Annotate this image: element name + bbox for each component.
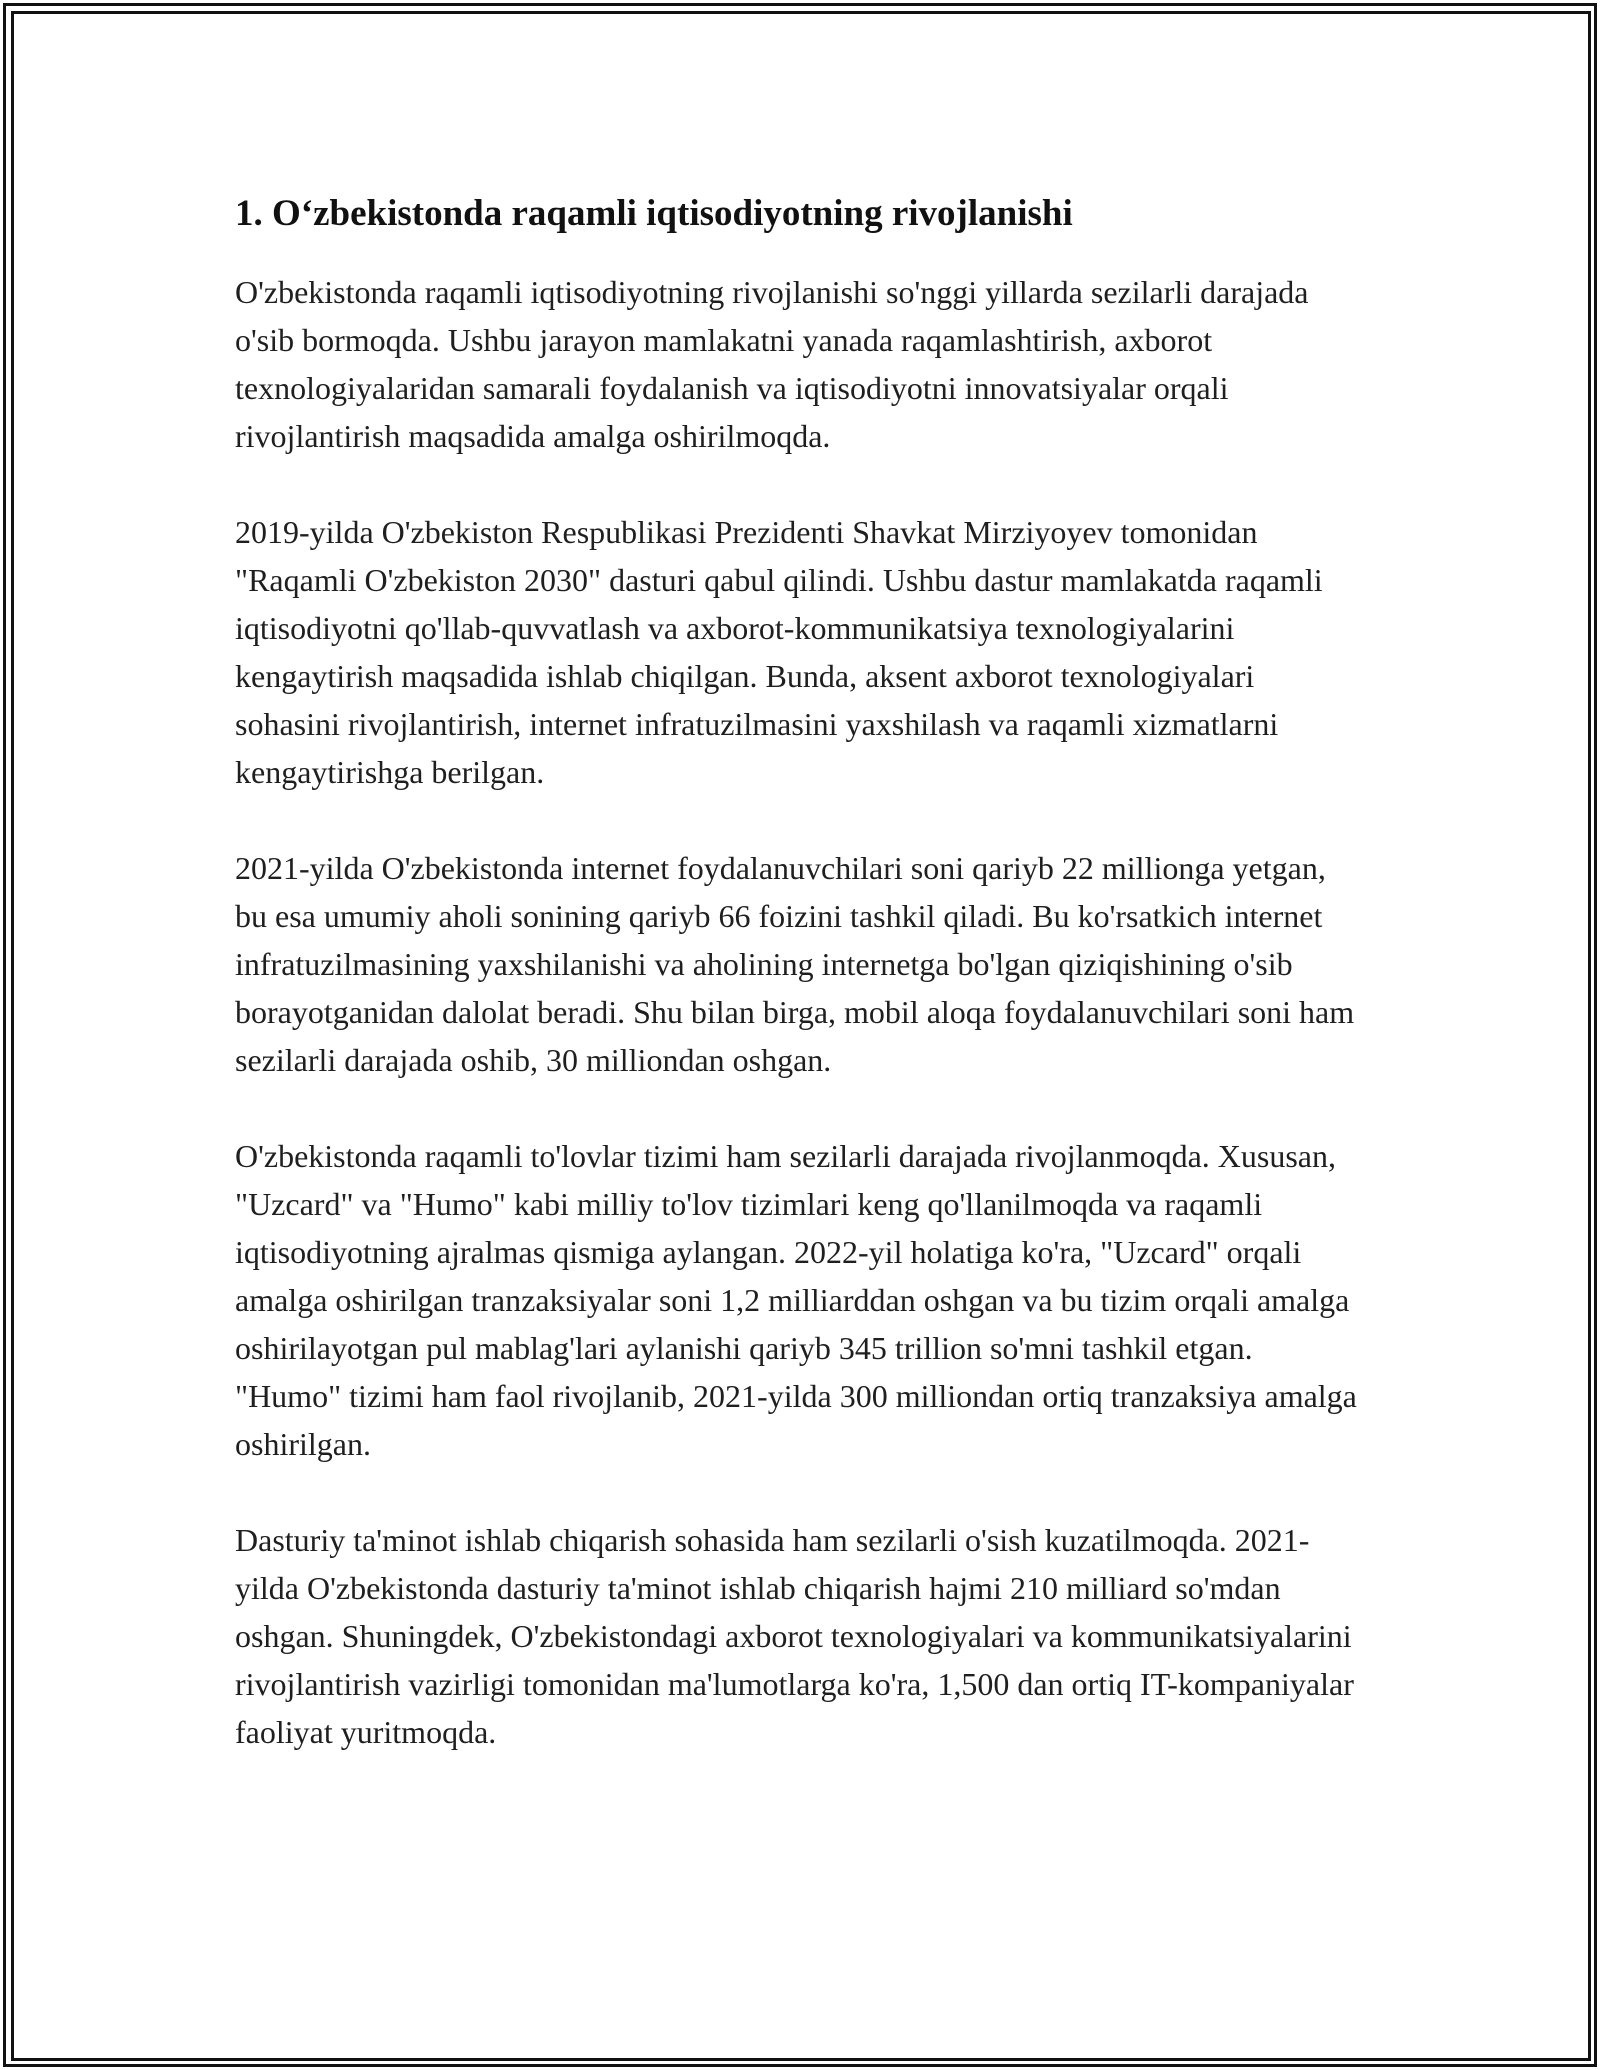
document-body (235, 190, 1365, 1756)
section-heading: 1. Oʻzbekistonda raqamli iqtisodiyotning rivojlanishi (235, 193, 1073, 234)
paragraph-software-production: Dasturiy ta'minot ishlab chiqarish sohasida ham sezilarli o'sish kuzatilmoqda. 2021-yilda O'zbekistonda dasturiy ta'minot ishlab chiqarish hajmi 210 milliard so'mdan oshgan. Shuningdek, O'zbekistondagi axborot texnologiyalari va kommunikatsiyalarini rivojlantirish vazirligi tomonidan ma'lumotlarga ko'ra, 1,500 dan ortiq IT-kompaniyalar faoliyat yuritmoqda. (235, 1522, 1354, 1750)
paragraph-internet-users: 2021-yilda O'zbekistonda internet foydalanuvchilari soni qariyb 22 millionga yetgan, bu esa umumiy aholi sonining qariyb 66 foizini tashkil qiladi. Bu ko'rsatkich internet infratuzilmasining yaxshilanishi va aholining internetga bo'lgan qiziqishining o'sib borayotganidan dalolat beradi. Shu bilan birga, mobil aloqa foydalanuvchilari soni ham sezilarli darajada oshib, 30 milliondan oshgan. (235, 850, 1355, 1078)
paragraph-intro: O'zbekistonda raqamli iqtisodiyotning rivojlanishi so'nggi yillarda sezilarli darajada o'sib bormoqda. Ushbu jarayon mamlakatni yanada raqamlashtirish, axborot texnologiyalaridan samarali foydalanish va iqtisodiyotni innovatsiyalar orqali rivojlantirish maqsadida amalga oshirilmoqda. (235, 274, 1309, 454)
paragraph-digital-payments: O'zbekistonda raqamli to'lovlar tizimi ham sezilarli darajada rivojlanmoqda. Xususan, "Uzcard" va "Humo" kabi milliy to'lov tizimlari keng qo'llanilmoqda va raqamli iqtisodiyotning ajralmas qismiga aylangan. 2022-yil holatiga ko'ra, "Uzcard" orqali amalga oshirilgan tranzaksiyalar soni 1,2 milliarddan oshgan va bu tizim orqali amalga oshirilayotgan pul mablag'lari aylanishi qariyb 345 trillion so'mni tashkil etgan. "Humo" tizimi ham faol rivojlanib, 2021-yilda 300 milliondan ortiq tranzaksiya amalga oshirilgan. (235, 1138, 1357, 1462)
paragraph-program-2030: 2019-yilda O'zbekiston Respublikasi Prezidenti Shavkat Mirziyoyev tomonidan "Raqamli O'zbekiston 2030" dasturi qabul qilindi. Ushbu dastur mamlakatda raqamli iqtisodiyotni qo'llab-quvvatlash va axborot-kommunikatsiya texnologiyalarini kengaytirish maqsadida ishlab chiqilgan. Bunda, aksent axborot texnologiyalari sohasini rivojlantirish, internet infratuzilmasini yaxshilash va raqamli xizmatlarni kengaytirishga berilgan. (235, 514, 1323, 790)
